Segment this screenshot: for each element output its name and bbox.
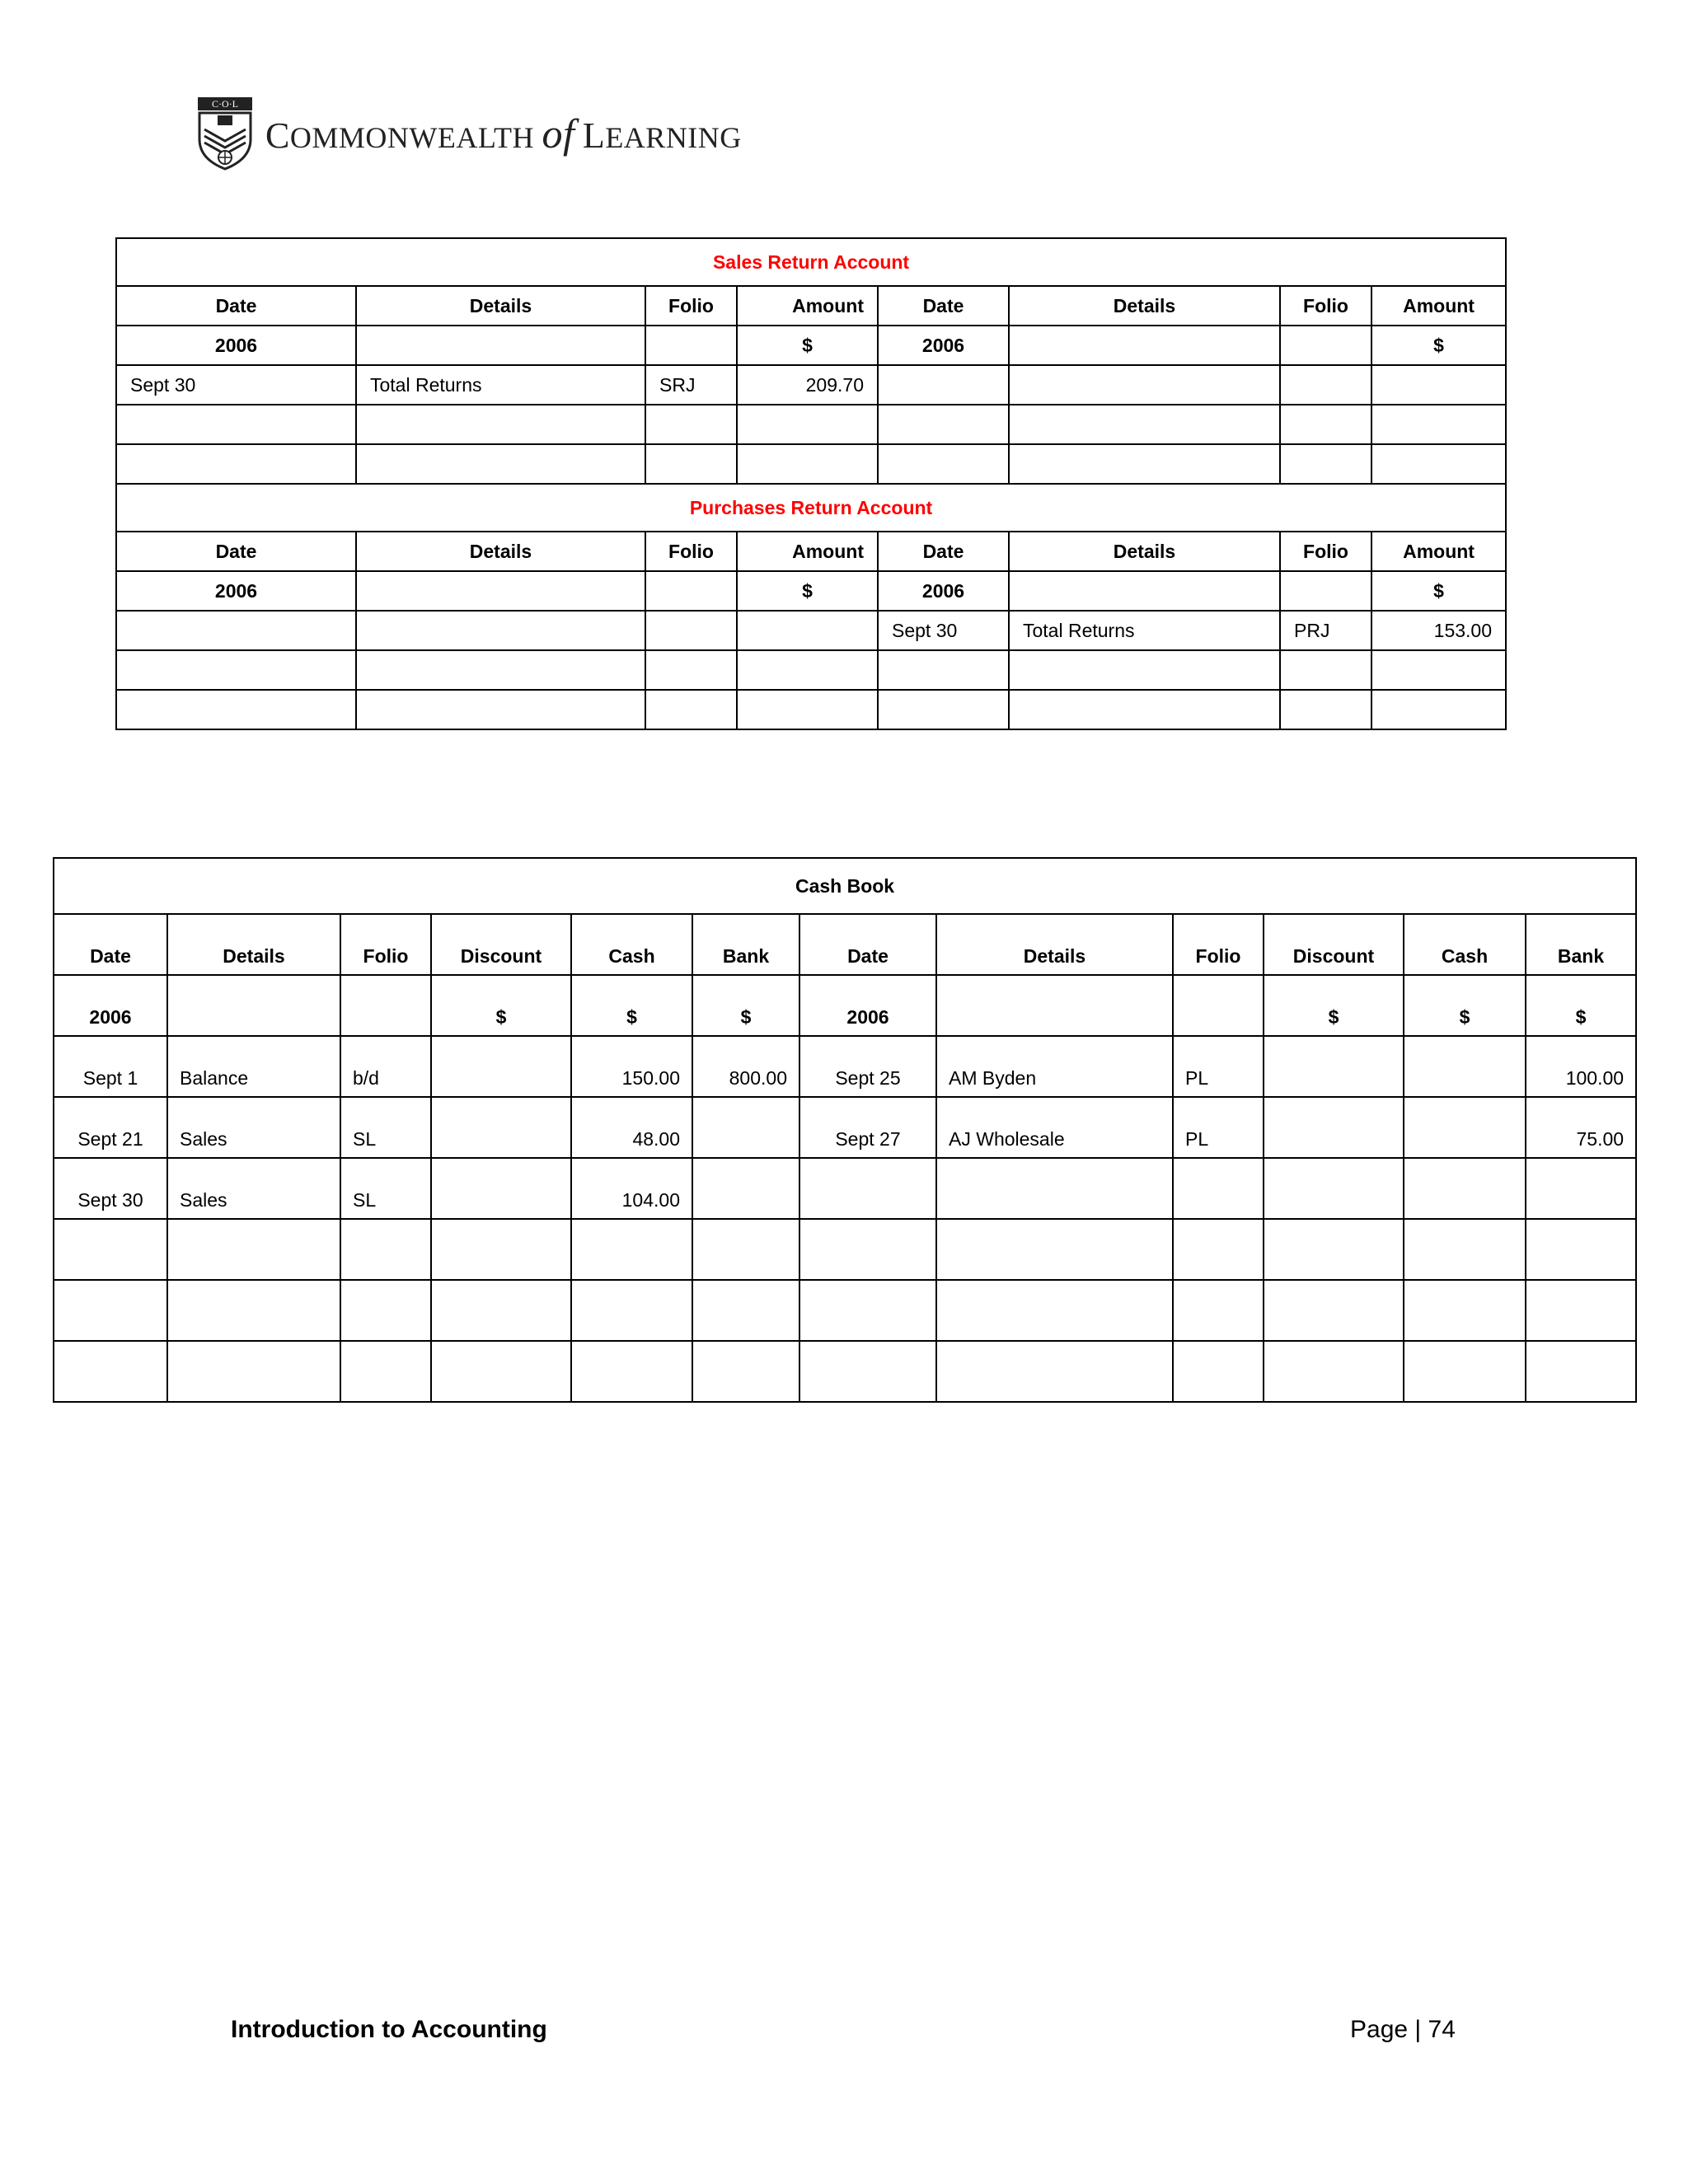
- discount-cell: [431, 1036, 571, 1097]
- table-cell: [1173, 975, 1264, 1036]
- sales-return-year-row: [116, 326, 1506, 365]
- details-cell: [356, 611, 645, 650]
- table-row: [116, 650, 1506, 690]
- column-header: Details: [1009, 286, 1280, 326]
- year-cell: 2006: [54, 975, 167, 1036]
- discount-cell: [1264, 1158, 1404, 1219]
- table-row: [54, 1280, 1636, 1341]
- page-number: Page | 74: [1350, 2016, 1456, 2043]
- table-cell: [645, 571, 737, 611]
- date-cell: [878, 365, 1009, 405]
- currency-cell: $: [1264, 975, 1404, 1036]
- bank-cell: [692, 1158, 799, 1219]
- currency-cell: $: [1372, 326, 1506, 365]
- details-cell: [936, 1158, 1173, 1219]
- sales-return-title: Sales Return Account: [116, 238, 1506, 286]
- column-header: Folio: [645, 286, 737, 326]
- folio-cell: PL: [1173, 1036, 1264, 1097]
- cash-cell: [1404, 1158, 1526, 1219]
- table-cell: [340, 975, 431, 1036]
- cash-book-table: [53, 857, 1637, 1403]
- column-header: Details: [936, 914, 1173, 975]
- table-cell: [1009, 571, 1280, 611]
- details-cell: Total Returns: [356, 365, 645, 405]
- currency-cell: $: [571, 975, 692, 1036]
- column-header: Folio: [1280, 532, 1372, 571]
- svg-text:C·O·L: C·O·L: [212, 98, 238, 110]
- folio-cell: [1280, 365, 1372, 405]
- details-cell: AJ Wholesale: [936, 1097, 1173, 1158]
- currency-cell: $: [737, 326, 878, 365]
- column-header: Folio: [1173, 914, 1264, 975]
- discount-cell: [431, 1158, 571, 1219]
- column-header: Details: [356, 286, 645, 326]
- date-cell: Sept 27: [799, 1097, 936, 1158]
- details-cell: Balance: [167, 1036, 340, 1097]
- col-wordmark: COMMONWEALTH of LEARNING: [265, 110, 742, 157]
- column-header: Details: [1009, 532, 1280, 571]
- date-cell: [799, 1158, 936, 1219]
- sales-return-header-row: [116, 286, 1506, 326]
- column-header: Bank: [692, 914, 799, 975]
- purchases-return-title: Purchases Return Account: [116, 484, 1506, 532]
- table-cell: [1280, 571, 1372, 611]
- cash-book-year-row: [54, 975, 1636, 1036]
- year-cell: 2006: [116, 571, 356, 611]
- date-cell: [116, 611, 356, 650]
- column-header: Date: [116, 286, 356, 326]
- purchases-return-header-row: [116, 532, 1506, 571]
- column-header: Folio: [645, 532, 737, 571]
- column-header: Discount: [1264, 914, 1404, 975]
- col-logo: [196, 96, 742, 171]
- table-row: [116, 690, 1506, 729]
- folio-cell: [645, 611, 737, 650]
- column-header: Bank: [1526, 914, 1636, 975]
- cash-cell: [1404, 1097, 1526, 1158]
- date-cell: Sept 21: [54, 1097, 167, 1158]
- discount-cell: [1264, 1036, 1404, 1097]
- bank-cell: [692, 1097, 799, 1158]
- column-header: Folio: [1280, 286, 1372, 326]
- bank-cell: 75.00: [1526, 1097, 1636, 1158]
- folio-cell: SL: [340, 1097, 431, 1158]
- folio-cell: PL: [1173, 1097, 1264, 1158]
- table-cell: [1009, 326, 1280, 365]
- folio-cell: [1173, 1158, 1264, 1219]
- amount-cell: [737, 611, 878, 650]
- year-cell: 2006: [799, 975, 936, 1036]
- cash-cell: [1404, 1036, 1526, 1097]
- date-cell: Sept 25: [799, 1036, 936, 1097]
- discount-cell: [431, 1097, 571, 1158]
- bank-cell: [1526, 1158, 1636, 1219]
- bank-cell: 100.00: [1526, 1036, 1636, 1097]
- currency-cell: $: [737, 571, 878, 611]
- table-row: [54, 1158, 1636, 1219]
- details-cell: AM Byden: [936, 1036, 1173, 1097]
- details-cell: Sales: [167, 1097, 340, 1158]
- return-accounts-table: [115, 237, 1507, 730]
- details-cell: [1009, 365, 1280, 405]
- footer-title: Introduction to Accounting: [231, 2016, 547, 2043]
- purchases-return-year-row: [116, 571, 1506, 611]
- table-row: [116, 444, 1506, 484]
- table-cell: [356, 326, 645, 365]
- year-cell: 2006: [878, 326, 1009, 365]
- column-header: Date: [878, 286, 1009, 326]
- column-header: Date: [54, 914, 167, 975]
- col-crest-icon: [196, 96, 254, 171]
- table-row: [54, 1341, 1636, 1402]
- year-cell: 2006: [116, 326, 356, 365]
- date-cell: Sept 30: [116, 365, 356, 405]
- table-cell: [167, 975, 340, 1036]
- table-row: [54, 1097, 1636, 1158]
- date-cell: Sept 30: [54, 1158, 167, 1219]
- table-cell: [356, 571, 645, 611]
- amount-cell: 153.00: [1372, 611, 1506, 650]
- cash-cell: 150.00: [571, 1036, 692, 1097]
- amount-cell: [1372, 365, 1506, 405]
- folio-cell: PRJ: [1280, 611, 1372, 650]
- table-cell: [1280, 326, 1372, 365]
- column-header: Date: [878, 532, 1009, 571]
- table-row: [116, 365, 1506, 405]
- currency-cell: $: [692, 975, 799, 1036]
- column-header: Date: [799, 914, 936, 975]
- column-header: Details: [167, 914, 340, 975]
- table-cell: [645, 326, 737, 365]
- cash-cell: 104.00: [571, 1158, 692, 1219]
- folio-cell: SL: [340, 1158, 431, 1219]
- column-header: Amount: [737, 532, 878, 571]
- currency-cell: $: [1372, 571, 1506, 611]
- bank-cell: 800.00: [692, 1036, 799, 1097]
- column-header: Amount: [1372, 286, 1506, 326]
- details-cell: Total Returns: [1009, 611, 1280, 650]
- date-cell: Sept 1: [54, 1036, 167, 1097]
- currency-cell: $: [1404, 975, 1526, 1036]
- column-header: Amount: [1372, 532, 1506, 571]
- table-row: [54, 1036, 1636, 1097]
- cash-cell: 48.00: [571, 1097, 692, 1158]
- column-header: Discount: [431, 914, 571, 975]
- column-header: Date: [116, 532, 356, 571]
- currency-cell: $: [431, 975, 571, 1036]
- discount-cell: [1264, 1097, 1404, 1158]
- column-header: Details: [356, 532, 645, 571]
- table-row: [116, 611, 1506, 650]
- cash-book-title: Cash Book: [54, 858, 1636, 914]
- date-cell: Sept 30: [878, 611, 1009, 650]
- table-row: [116, 405, 1506, 444]
- currency-cell: $: [1526, 975, 1636, 1036]
- amount-cell: 209.70: [737, 365, 878, 405]
- cash-book-header-row: [54, 914, 1636, 975]
- table-row: [54, 1219, 1636, 1280]
- details-cell: Sales: [167, 1158, 340, 1219]
- folio-cell: b/d: [340, 1036, 431, 1097]
- table-cell: [936, 975, 1173, 1036]
- folio-cell: SRJ: [645, 365, 737, 405]
- column-header: Cash: [1404, 914, 1526, 975]
- column-header: Amount: [737, 286, 878, 326]
- year-cell: 2006: [878, 571, 1009, 611]
- column-header: Folio: [340, 914, 431, 975]
- column-header: Cash: [571, 914, 692, 975]
